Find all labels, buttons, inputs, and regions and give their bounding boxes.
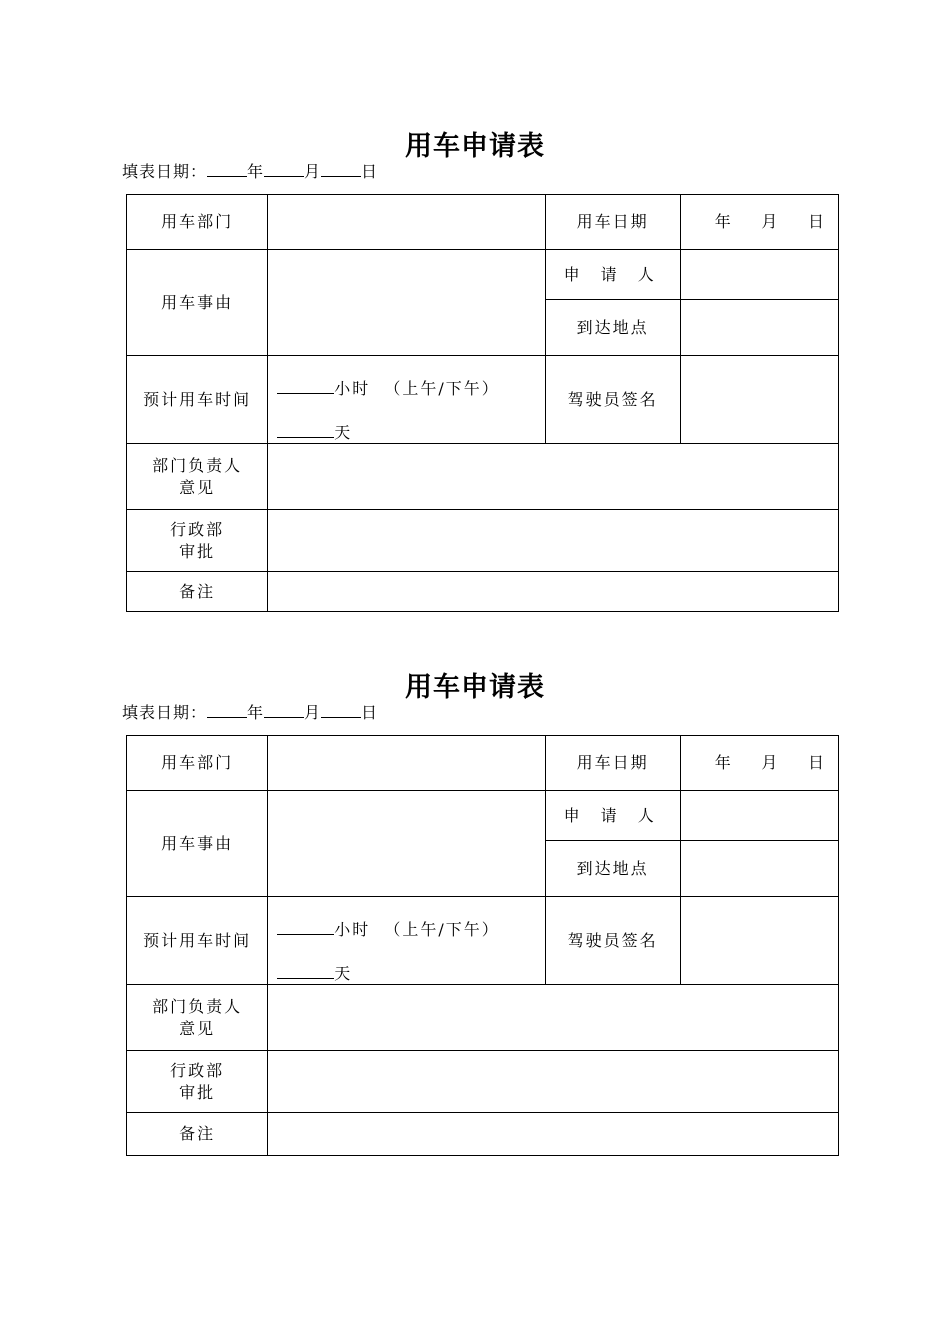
driver-label: 驾驶员签名	[545, 897, 680, 985]
admin-label-line1: 行政部	[170, 519, 225, 539]
fill-day-label: 日	[361, 162, 379, 181]
fill-month-label: 月	[304, 162, 322, 181]
hours-blank[interactable]	[277, 920, 334, 935]
days-text: 天	[334, 964, 353, 983]
fill-month-blank[interactable]	[264, 703, 304, 718]
dept-value-cell[interactable]	[268, 195, 545, 250]
destination-value-cell[interactable]	[680, 300, 838, 356]
hours-line	[277, 919, 500, 941]
hours-blank[interactable]	[277, 379, 334, 394]
time-label: 预计用车时间	[127, 356, 268, 444]
fill-date-line	[122, 700, 378, 723]
date-month-label: 月	[761, 212, 780, 231]
reason-label: 用车事由	[127, 250, 268, 356]
days-text: 天	[334, 423, 353, 442]
dept-head-label	[127, 985, 268, 1051]
fill-month-blank[interactable]	[264, 162, 304, 177]
date-value-cell[interactable]	[680, 195, 838, 250]
reason-label: 用车事由	[127, 791, 268, 897]
hours-text: 小时 （上午/下午）	[334, 920, 500, 939]
dept-head-opinion-cell[interactable]	[268, 985, 839, 1051]
fill-year-label: 年	[247, 162, 265, 181]
time-value-cell[interactable]	[268, 356, 545, 444]
hours-line	[277, 378, 500, 400]
days-line	[277, 963, 352, 985]
date-day-label: 日	[807, 212, 826, 231]
date-month-label: 月	[761, 753, 780, 772]
date-value-cell[interactable]	[680, 736, 838, 791]
driver-signature-cell[interactable]	[680, 356, 838, 444]
form-title: 用车申请表	[405, 672, 545, 703]
hours-text: 小时 （上午/下午）	[334, 379, 500, 398]
time-label: 预计用车时间	[127, 897, 268, 985]
destination-label: 到达地点	[545, 841, 680, 897]
fill-date-line	[122, 159, 378, 182]
destination-label: 到达地点	[545, 300, 680, 356]
remarks-label: 备注	[127, 572, 268, 612]
request-table	[126, 194, 839, 612]
reason-value-cell[interactable]	[268, 250, 545, 356]
date-year-label: 年	[714, 753, 733, 772]
applicant-value-cell[interactable]	[680, 250, 838, 300]
reason-value-cell[interactable]	[268, 791, 545, 897]
fill-day-blank[interactable]	[321, 703, 361, 718]
applicant-label: 申 请 人	[545, 791, 680, 841]
form-title: 用车申请表	[405, 131, 545, 162]
fill-year-blank[interactable]	[207, 162, 247, 177]
fill-date-label: 填表日期：	[122, 162, 208, 181]
fill-day-blank[interactable]	[321, 162, 361, 177]
fill-date-label: 填表日期：	[122, 703, 208, 722]
applicant-value-cell[interactable]	[680, 791, 838, 841]
date-label: 用车日期	[545, 195, 680, 250]
dept-head-label-line2: 意见	[179, 1018, 216, 1038]
remarks-cell[interactable]	[268, 572, 839, 612]
remarks-label: 备注	[127, 1113, 268, 1156]
date-year-label: 年	[714, 212, 733, 231]
admin-approval-cell[interactable]	[268, 1051, 839, 1113]
destination-value-cell[interactable]	[680, 841, 838, 897]
admin-label	[127, 1051, 268, 1113]
days-blank[interactable]	[277, 423, 334, 438]
driver-label: 驾驶员签名	[545, 356, 680, 444]
dept-head-label	[127, 444, 268, 510]
admin-label-line1: 行政部	[170, 1060, 225, 1080]
fill-year-blank[interactable]	[207, 703, 247, 718]
admin-approval-cell[interactable]	[268, 510, 839, 572]
dept-head-label-line2: 意见	[179, 477, 216, 497]
remarks-cell[interactable]	[268, 1113, 839, 1156]
dept-head-opinion-cell[interactable]	[268, 444, 839, 510]
days-blank[interactable]	[277, 964, 334, 979]
dept-head-label-line1: 部门负责人	[152, 996, 243, 1016]
fill-day-label: 日	[361, 703, 379, 722]
fill-month-label: 月	[304, 703, 322, 722]
admin-label-line2: 审批	[179, 541, 216, 561]
time-value-cell[interactable]	[268, 897, 545, 985]
dept-label: 用车部门	[127, 736, 268, 791]
fill-year-label: 年	[247, 703, 265, 722]
days-line	[277, 422, 352, 444]
dept-value-cell[interactable]	[268, 736, 545, 791]
admin-label	[127, 510, 268, 572]
date-label: 用车日期	[545, 736, 680, 791]
dept-head-label-line1: 部门负责人	[152, 455, 243, 475]
applicant-label: 申 请 人	[545, 250, 680, 300]
request-table	[126, 735, 839, 1156]
date-day-label: 日	[807, 753, 826, 772]
admin-label-line2: 审批	[179, 1082, 216, 1102]
dept-label: 用车部门	[127, 195, 268, 250]
driver-signature-cell[interactable]	[680, 897, 838, 985]
